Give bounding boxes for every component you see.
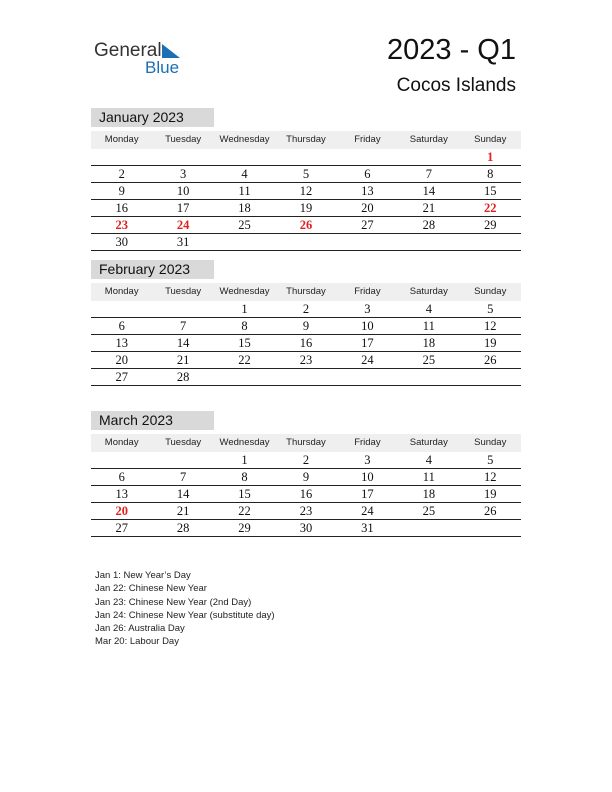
week-row (91, 301, 521, 318)
day-cell: 17 (361, 336, 374, 350)
day-cell: 25 (238, 218, 251, 232)
day-cell: 28 (422, 218, 436, 232)
weekday-label: Wednesday (219, 286, 270, 297)
day-cell: 29 (238, 521, 251, 535)
holiday-item: Jan 26: Australia Day (95, 623, 185, 635)
weekday-label: Sunday (474, 437, 507, 448)
day-cell: 7 (180, 319, 187, 333)
day-cell: 27 (115, 370, 128, 384)
day-cell: 4 (425, 453, 432, 467)
day-cell: 27 (115, 521, 128, 535)
month-february (91, 260, 521, 386)
day-cell: 30 (299, 521, 313, 535)
empty-day-cell (398, 369, 459, 385)
holiday-list (95, 569, 275, 649)
day-cell: 15 (238, 487, 251, 501)
day-cell: 15 (238, 336, 251, 350)
empty-day-cell (275, 149, 336, 165)
day-cell: 11 (422, 319, 435, 333)
weekday-label: Wednesday (219, 134, 270, 145)
day-cell: 10 (176, 184, 190, 198)
empty-day-cell (460, 369, 521, 385)
day-cell: 16 (299, 336, 313, 350)
weekday-label: Monday (104, 134, 139, 145)
day-cell: 13 (115, 487, 128, 501)
day-cell: 3 (364, 453, 371, 467)
day-cell: 9 (118, 184, 125, 198)
weekday-label: Saturday (409, 437, 448, 448)
day-cell: 12 (483, 319, 497, 333)
day-cell: 5 (487, 453, 494, 467)
weekday-label: Sunday (474, 286, 507, 297)
week-row (91, 183, 521, 200)
holiday-item: Jan 22: Chinese New Year (95, 583, 207, 595)
weekday-label: Friday (354, 134, 381, 145)
empty-day-cell (152, 149, 213, 165)
week-row (91, 452, 521, 469)
week-row (91, 318, 521, 335)
empty-day-cell (275, 369, 336, 385)
holiday-item: Jan 23: Chinese New Year (2nd Day) (95, 596, 252, 608)
empty-day-cell (398, 520, 459, 536)
day-cell: 14 (422, 184, 436, 198)
day-cell: 13 (115, 336, 128, 350)
logo-triangle-icon (160, 43, 182, 59)
day-cell: 28 (176, 370, 190, 384)
day-cell: 2 (302, 453, 310, 467)
day-cell: 11 (238, 184, 251, 198)
day-cell: 4 (425, 302, 432, 316)
day-cell: 4 (241, 167, 248, 181)
day-cell: 26 (483, 353, 497, 367)
logo-text-general: General (94, 40, 162, 61)
month-header: March 2023 (91, 411, 214, 430)
day-cell: 26 (299, 218, 313, 232)
day-cell: 23 (299, 353, 313, 367)
day-cell: 8 (487, 167, 494, 181)
day-cell: 18 (422, 487, 436, 501)
page-title: 2023 - Q1 (387, 34, 516, 66)
month-grid (91, 149, 521, 251)
day-cell: 22 (483, 201, 497, 215)
empty-day-cell (398, 234, 459, 250)
day-cell: 22 (238, 504, 251, 518)
weekday-label: Thursday (286, 286, 326, 297)
day-cell: 1 (241, 302, 248, 316)
day-cell: 19 (483, 487, 497, 501)
day-cell: 18 (422, 336, 436, 350)
week-row (91, 234, 521, 251)
empty-day-cell (214, 369, 275, 385)
day-cell: 27 (361, 218, 374, 232)
week-row (91, 166, 521, 183)
day-cell: 16 (115, 201, 128, 215)
day-cell: 6 (364, 167, 371, 181)
logo-text-blue: Blue (145, 58, 180, 77)
day-cell: 11 (422, 470, 435, 484)
day-cell: 7 (425, 167, 432, 181)
day-cell: 10 (361, 470, 374, 484)
day-cell: 20 (115, 504, 128, 518)
day-cell: 30 (115, 235, 128, 249)
month-header: January 2023 (91, 108, 214, 127)
day-cell: 23 (299, 504, 313, 518)
day-cell: 8 (241, 319, 248, 333)
empty-day-cell (91, 301, 152, 317)
day-cell: 14 (176, 487, 190, 501)
weekday-label: Wednesday (219, 437, 270, 448)
week-row (91, 486, 521, 503)
empty-day-cell (337, 369, 398, 385)
empty-day-cell (91, 149, 152, 165)
day-cell: 24 (176, 218, 190, 232)
day-cell: 28 (176, 521, 190, 535)
week-row (91, 335, 521, 352)
page-subtitle: Cocos Islands (396, 75, 516, 96)
day-cell: 20 (115, 353, 128, 367)
day-cell: 2 (118, 167, 125, 181)
day-cell: 5 (487, 302, 494, 316)
day-cell: 13 (361, 184, 374, 198)
month-header: February 2023 (91, 260, 214, 279)
empty-day-cell (214, 234, 275, 250)
week-row (91, 369, 521, 386)
empty-day-cell (152, 452, 213, 468)
day-cell: 6 (118, 470, 125, 484)
day-cell: 31 (176, 235, 190, 249)
day-cell: 12 (483, 470, 497, 484)
day-cell: 3 (180, 167, 187, 181)
day-cell: 8 (241, 470, 248, 484)
weekday-label: Saturday (409, 286, 448, 297)
day-cell: 29 (483, 218, 497, 232)
weekday-label: Thursday (286, 437, 326, 448)
day-cell: 24 (361, 504, 374, 518)
day-cell: 17 (361, 487, 374, 501)
day-cell: 20 (361, 201, 374, 215)
empty-day-cell (214, 149, 275, 165)
empty-day-cell (337, 234, 398, 250)
day-cell: 1 (241, 453, 248, 467)
day-cell: 6 (118, 319, 125, 333)
week-row (91, 200, 521, 217)
day-cell: 21 (176, 504, 190, 518)
month-march (91, 411, 521, 537)
week-row (91, 520, 521, 537)
brand-logo (94, 40, 194, 80)
day-cell: 1 (487, 150, 494, 164)
day-cell: 21 (176, 353, 190, 367)
day-cell: 24 (361, 353, 374, 367)
holiday-item: Mar 20: Labour Day (95, 636, 179, 648)
day-cell: 14 (176, 336, 190, 350)
day-cell: 21 (422, 201, 436, 215)
day-cell: 9 (302, 470, 310, 484)
weekday-label: Friday (354, 437, 381, 448)
empty-day-cell (460, 520, 521, 536)
day-cell: 9 (302, 319, 310, 333)
month-january (91, 108, 521, 251)
weekday-label: Saturday (409, 134, 448, 145)
weekday-label: Thursday (286, 134, 326, 145)
day-cell: 5 (302, 167, 310, 181)
holiday-item: Jan 24: Chinese New Year (substitute day) (95, 609, 275, 621)
empty-day-cell (337, 149, 398, 165)
day-cell: 10 (361, 319, 374, 333)
week-row (91, 149, 521, 166)
day-cell: 22 (238, 353, 251, 367)
weekday-header-row (91, 283, 521, 301)
day-cell: 25 (422, 504, 436, 518)
empty-day-cell (275, 234, 336, 250)
empty-day-cell (152, 301, 213, 317)
week-row (91, 352, 521, 369)
empty-day-cell (460, 234, 521, 250)
month-grid (91, 301, 521, 386)
weekday-label: Sunday (474, 134, 507, 145)
day-cell: 15 (483, 184, 497, 198)
week-row (91, 469, 521, 486)
day-cell: 18 (238, 201, 251, 215)
day-cell: 25 (422, 353, 436, 367)
holiday-item: Jan 1: New Year’s Day (95, 570, 191, 581)
day-cell: 19 (299, 201, 313, 215)
week-row (91, 503, 521, 520)
day-cell: 31 (361, 521, 374, 535)
weekday-label: Monday (104, 286, 139, 297)
empty-day-cell (398, 149, 459, 165)
day-cell: 12 (299, 184, 313, 198)
day-cell: 17 (176, 201, 190, 215)
week-row (91, 217, 521, 234)
empty-day-cell (91, 452, 152, 468)
day-cell: 23 (115, 218, 128, 232)
weekday-label: Tuesday (165, 437, 202, 448)
day-cell: 19 (483, 336, 497, 350)
day-cell: 2 (302, 302, 310, 316)
day-cell: 7 (180, 470, 187, 484)
day-cell: 3 (364, 302, 371, 316)
weekday-header-row (91, 434, 521, 452)
weekday-header-row (91, 131, 521, 149)
weekday-label: Monday (104, 437, 139, 448)
day-cell: 26 (483, 504, 497, 518)
weekday-label: Tuesday (165, 134, 202, 145)
month-grid (91, 452, 521, 537)
day-cell: 16 (299, 487, 313, 501)
weekday-label: Tuesday (165, 286, 202, 297)
weekday-label: Friday (354, 286, 381, 297)
